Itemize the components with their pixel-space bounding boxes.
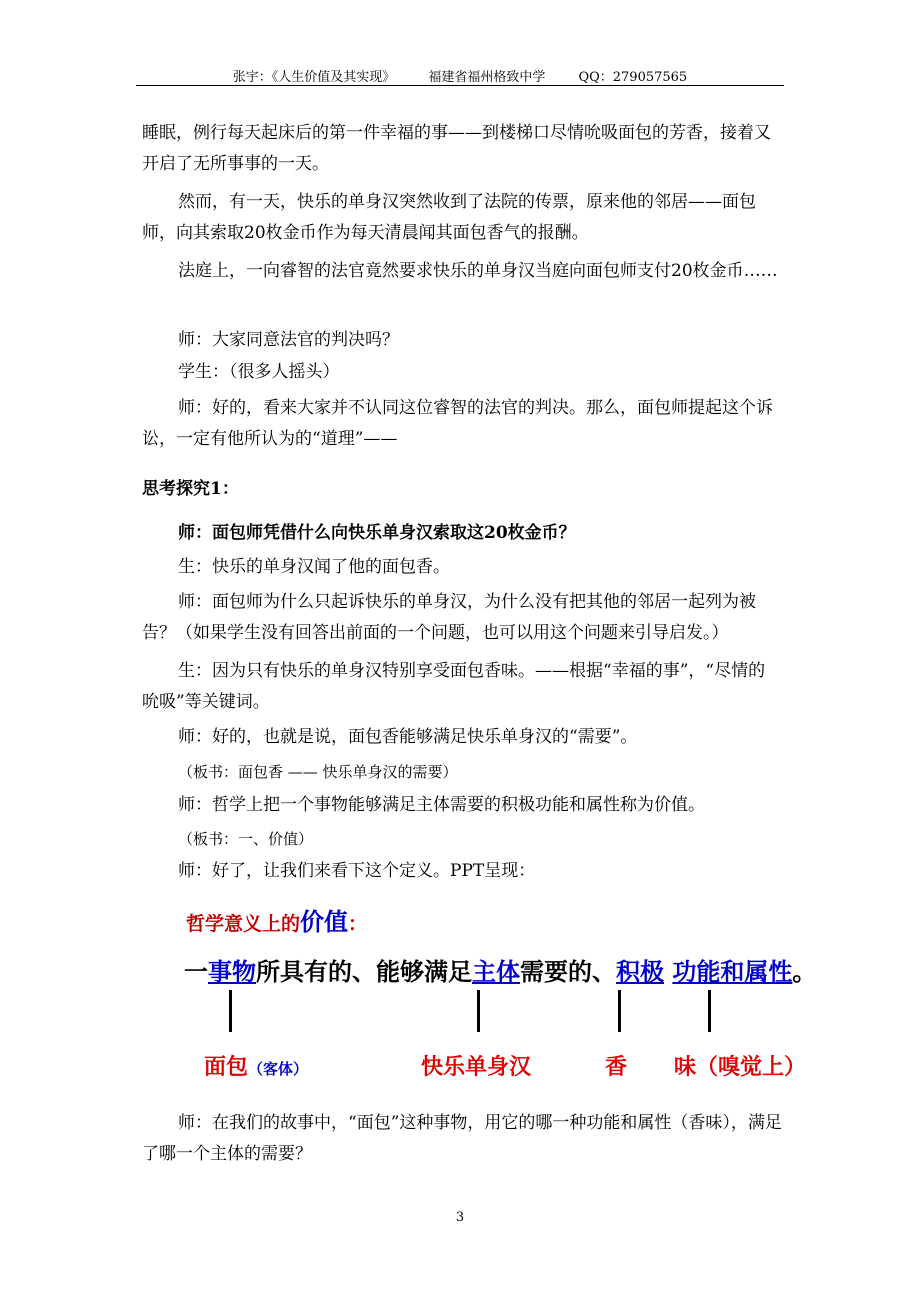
board-note: （板书：面包香 —— 快乐单身汉的需要） — [178, 763, 458, 781]
connector-line — [477, 990, 480, 1032]
paragraph: 师：哲学上把一个事物能够满足主体需要的积极功能和属性称为价值。 — [178, 795, 705, 815]
map-object — [204, 1050, 308, 1081]
value-definition — [184, 952, 816, 987]
definition-part: 所具有的、能够满足 — [256, 958, 472, 986]
paragraph: 师：大家同意法官的判决吗？ — [178, 330, 399, 350]
map-subject: 快乐单身汉 — [421, 1055, 532, 1080]
header-school: 福建省福州格致中学 — [428, 70, 546, 85]
paragraph: 师：好的，看来大家并不认同这位睿智的法官的判决。那么，面包师提起这个诉讼，一定有他所认为的“道理”—— — [142, 398, 773, 449]
paragraph: 师：面包师为什么只起诉快乐的单身汉，为什么没有把其他的邻居一起列为被告？（如果学生没有回答出前面的一个问题，也可以用这个问题来引导启发。） — [142, 592, 756, 643]
paragraph: 师：好了，让我们来看下这个定义。PPT呈现： — [178, 861, 536, 881]
definition-keyword-positive: 积极 — [616, 958, 664, 986]
header-rule — [136, 85, 784, 86]
definition-part: 需要的、 — [520, 958, 616, 986]
connector-line — [229, 990, 232, 1032]
connector-line — [708, 990, 711, 1032]
header-qq: QQ：279057565 — [578, 70, 688, 85]
definition-keyword-object: 事物 — [208, 958, 256, 986]
header-author-title: 张宇：《人生价值及其实现》 — [232, 70, 396, 85]
paragraph: 然而，有一天，快乐的单身汉突然收到了法院的传票，原来他的邻居——面包师，向其索取20枚金币作为每天清晨闻其面包香气的报酬。 — [142, 192, 756, 243]
paragraph: 生：因为只有快乐的单身汉特别享受面包香味。——根据“幸福的事”，“尽情的吮吸”等关键词。 — [142, 661, 766, 712]
paragraph: 师：在我们的故事中，“面包”这种事物，用它的哪一种功能和属性（香味），满足了哪一个主体的需要？ — [142, 1113, 782, 1164]
definition-part: 。 — [792, 958, 817, 986]
page-number: 3 — [455, 1210, 465, 1225]
connector-line — [618, 990, 621, 1032]
section-heading: 思考探究1： — [142, 479, 239, 499]
paragraph: 法庭上，一向睿智的法官竟然要求快乐的单身汉当庭向面包师支付20枚金币…… — [178, 261, 778, 281]
map-attribute: 味（嗅觉上） — [674, 1055, 807, 1080]
slide-title-prefix: 哲学意义上的 — [186, 913, 301, 935]
definition-keyword-function: 功能和属性 — [672, 958, 793, 986]
slide-title-keyword: 价值 — [300, 908, 349, 936]
definition-keyword-subject: 主体 — [472, 958, 520, 986]
paragraph: 师：好的，也就是说，面包香能够满足快乐单身汉的“需要”。 — [178, 727, 638, 747]
map-object-label: 面包 — [204, 1055, 249, 1080]
paragraph: 生：快乐的单身汉闻了他的面包香。 — [178, 557, 450, 577]
paragraph: 学生：（很多人摇头） — [178, 362, 340, 382]
map-object-note: （客体） — [248, 1060, 309, 1078]
paragraph: 睡眠，例行每天起床后的第一件幸福的事——到楼梯口尽情吮吸面包的芳香，接着又开启了无所事事的一天。 — [142, 123, 771, 174]
page-header — [136, 66, 784, 85]
slide-title-suffix: ： — [348, 913, 368, 935]
paragraph: 师：面包师凭借什么向快乐单身汉索取这20枚金币？ — [178, 523, 576, 543]
slide-title — [186, 902, 367, 937]
definition-part: 一 — [184, 958, 208, 986]
board-note: （板书：一、价值） — [178, 830, 314, 848]
map-positive: 香 — [605, 1055, 628, 1080]
